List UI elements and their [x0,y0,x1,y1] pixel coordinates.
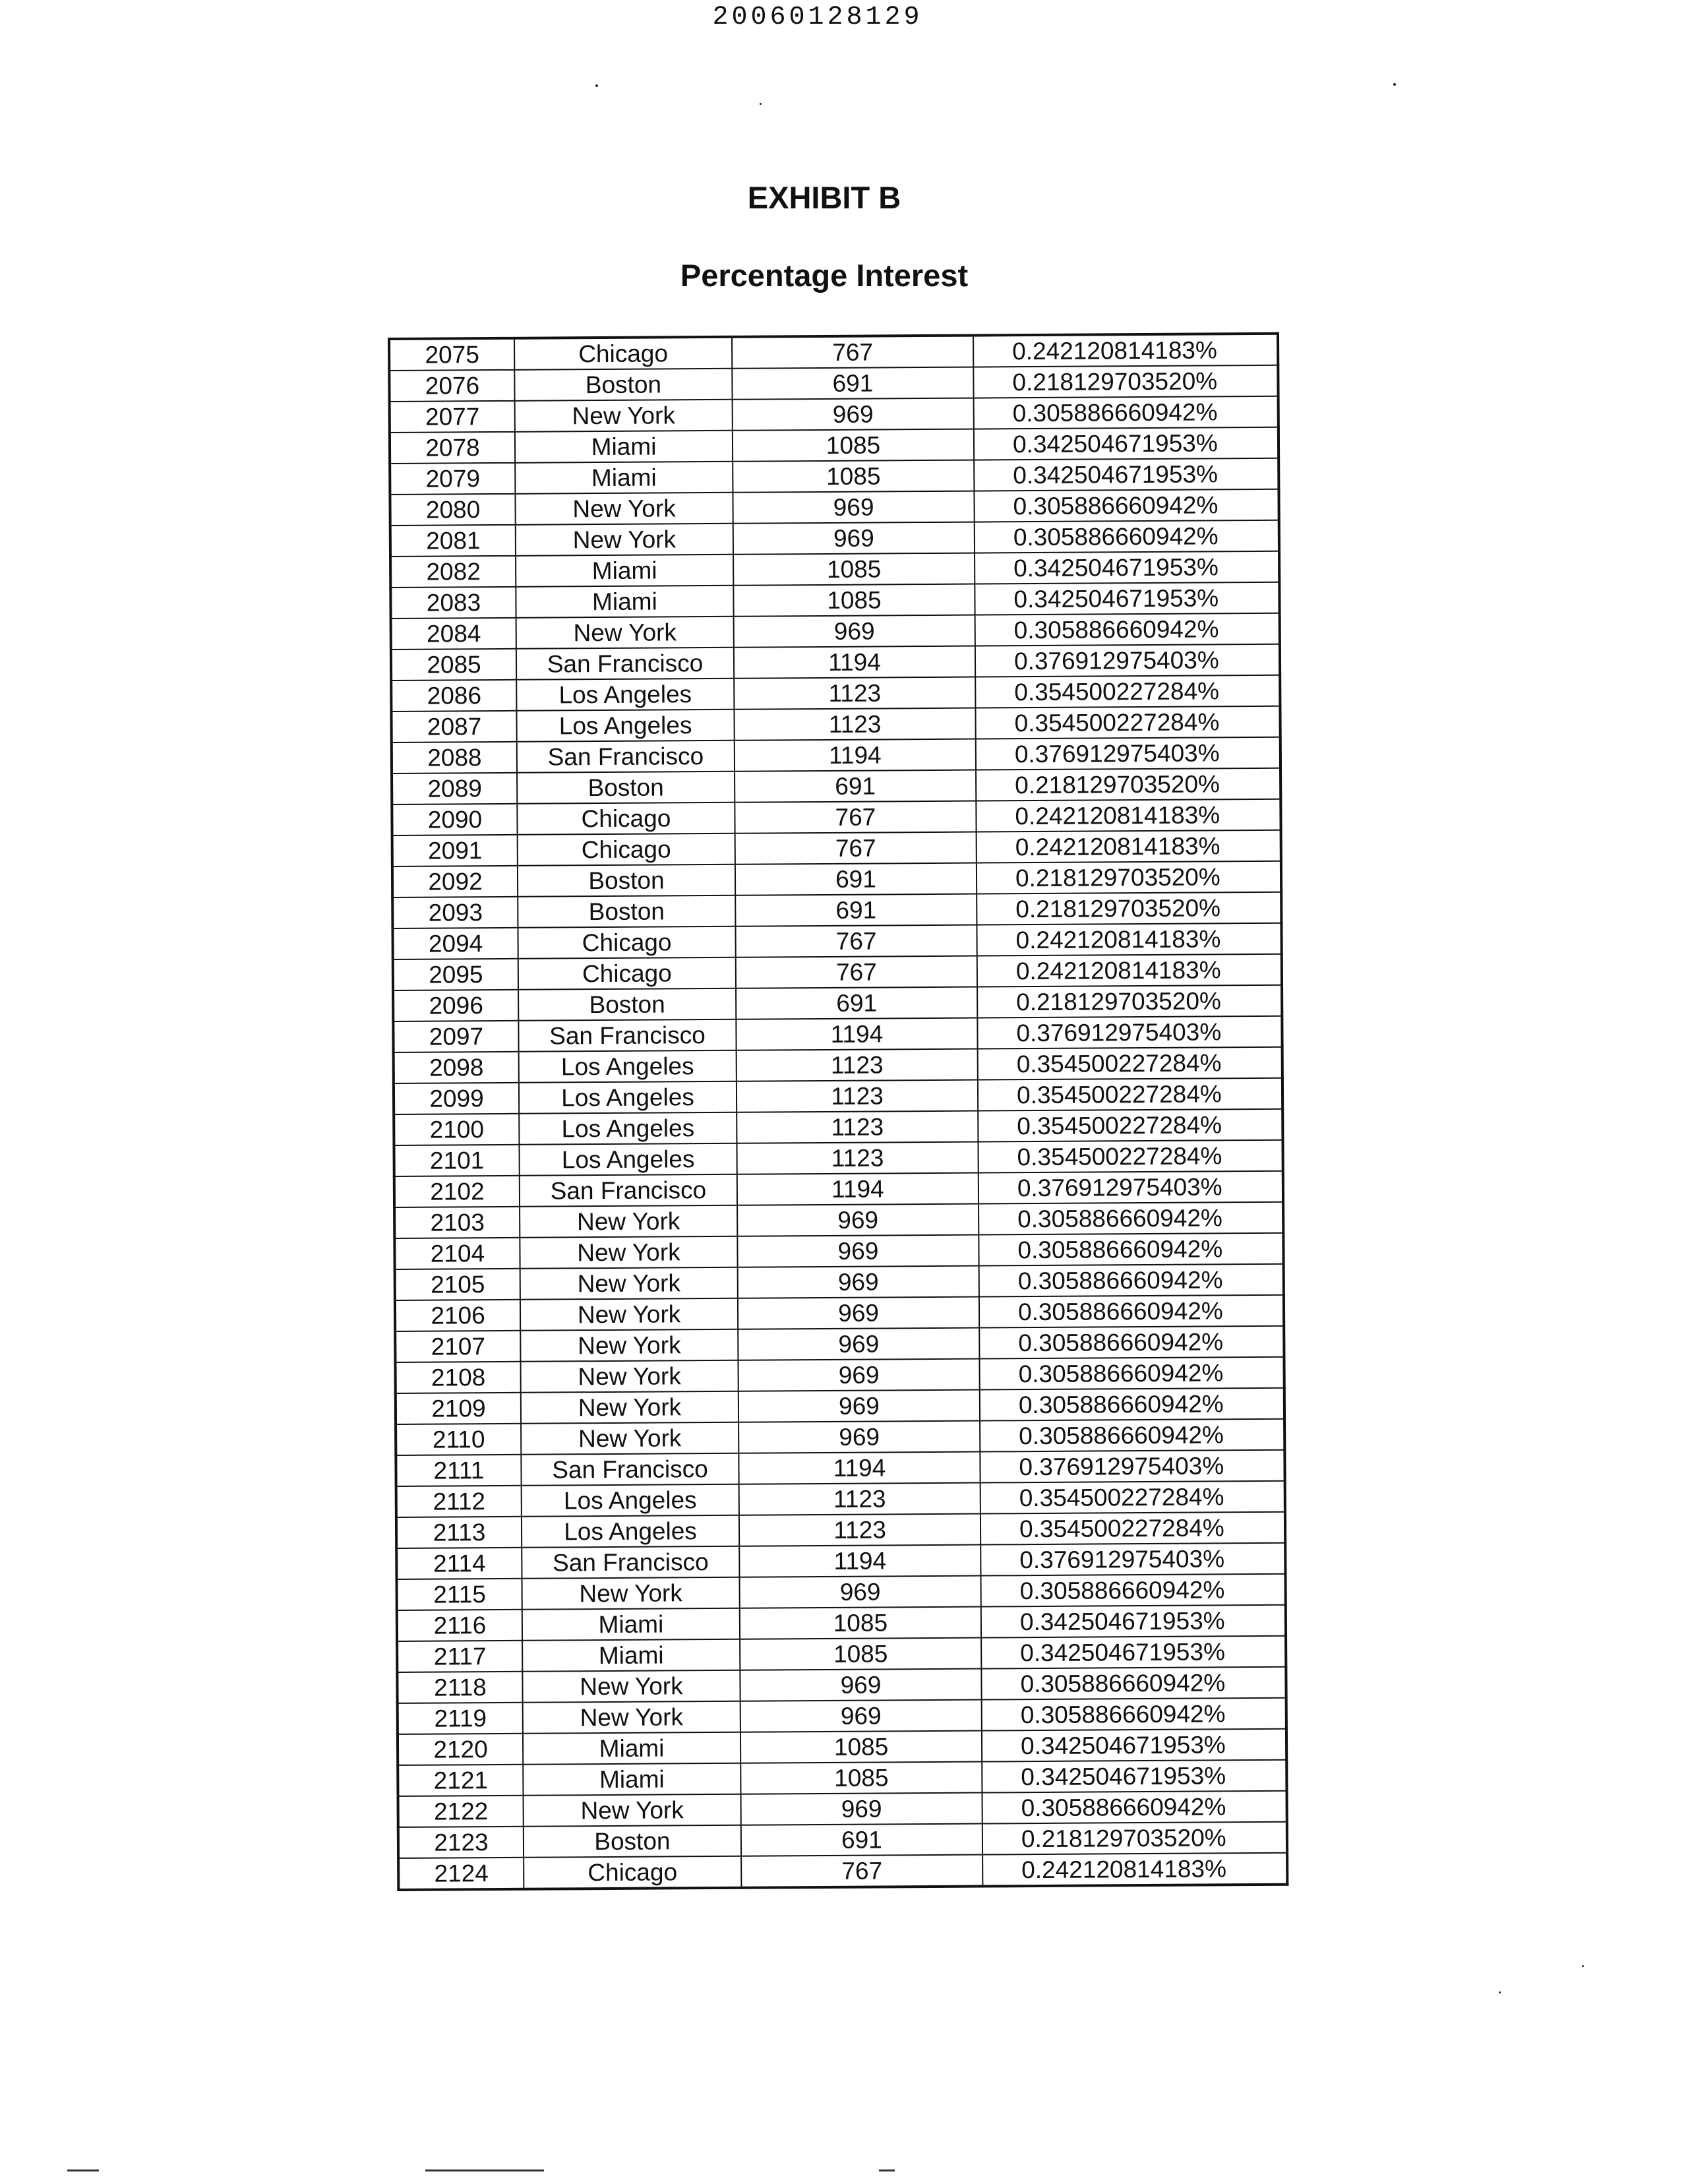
cell-square-feet: 969 [741,1793,982,1825]
cell-square-feet: 969 [738,1390,980,1422]
cell-unit-number: 2124 [398,1858,524,1890]
cell-city: Los Angeles [516,710,734,742]
table-body [389,334,1287,1890]
cell-percentage: 0.376912975403% [980,1450,1284,1483]
cell-city: Los Angeles [516,679,734,711]
cell-unit-number: 2122 [398,1796,524,1827]
cell-city: Chicago [518,834,735,866]
cell-city: New York [524,1794,741,1827]
cell-city: Miami [515,462,733,494]
cell-unit-number: 2083 [390,587,516,619]
cell-percentage: 0.342504671953% [974,458,1279,491]
cell-square-feet: 1123 [734,708,975,741]
cell-city: San Francisco [522,1546,739,1579]
cell-unit-number: 2079 [390,463,515,495]
cell-percentage: 0.218129703520% [977,985,1282,1018]
cell-square-feet: 969 [738,1359,979,1391]
cell-city: New York [520,1298,738,1331]
cell-city: Los Angeles [519,1050,737,1083]
cell-percentage: 0.342504671953% [982,1760,1286,1793]
cell-square-feet: 1194 [737,1173,979,1205]
table-row [392,737,1281,774]
cell-city: New York [515,400,733,432]
cell-percentage: 0.305886660942% [980,1388,1284,1421]
cell-city: New York [515,493,733,525]
table-row [394,1047,1282,1083]
cell-square-feet: 969 [740,1669,981,1701]
cell-unit-number: 2119 [398,1703,523,1734]
scan-speck [595,84,598,87]
cell-city: Miami [522,1608,740,1641]
cell-square-feet: 691 [732,367,973,400]
cell-city: New York [520,1360,738,1393]
cell-city: Miami [516,586,733,618]
table-row [395,1326,1284,1362]
cell-percentage: 0.305886660942% [979,1326,1284,1359]
cell-square-feet: 969 [738,1328,979,1360]
table-row [395,1357,1284,1393]
table-row [390,520,1279,557]
table-row [396,1388,1284,1424]
table-row [390,489,1279,526]
cell-city: Chicago [524,1856,741,1889]
cell-square-feet: 1085 [733,553,975,586]
cell-square-feet: 767 [735,801,976,834]
table-row [397,1667,1286,1703]
cell-percentage: 0.305886660942% [980,1574,1285,1607]
cell-square-feet: 1085 [740,1607,981,1639]
cell-square-feet: 969 [733,522,975,555]
cell-city: New York [520,1236,737,1269]
table-row [394,1202,1283,1238]
table-row [392,830,1281,866]
cell-percentage: 0.354500227284% [978,1047,1282,1080]
cell-square-feet: 969 [737,1235,979,1267]
cell-square-feet: 767 [735,832,977,864]
cell-unit-number: 2105 [395,1269,520,1300]
cell-unit-number: 2096 [393,990,518,1021]
cell-city: New York [520,1329,738,1362]
cell-unit-number: 2076 [389,370,514,402]
cell-city: New York [522,1577,739,1610]
cell-city: Miami [522,1639,740,1672]
cell-percentage: 0.242120814183% [973,334,1278,367]
cell-square-feet: 1123 [739,1483,980,1515]
cell-percentage: 0.242120814183% [977,923,1281,956]
cell-unit-number: 2097 [393,1021,518,1052]
cell-unit-number: 2108 [395,1362,520,1393]
exhibit-title: EXHIBIT B [747,180,901,215]
cell-percentage: 0.354500227284% [975,706,1280,739]
cell-square-feet: 969 [733,491,974,524]
cell-city: Miami [516,555,733,587]
cell-percentage: 0.305886660942% [979,1357,1284,1390]
cell-percentage: 0.342504671953% [975,582,1279,615]
cell-city: New York [516,524,733,556]
table-row [389,334,1278,371]
cell-unit-number: 2102 [394,1176,520,1207]
cell-unit-number: 2120 [398,1734,523,1765]
cell-square-feet: 1085 [740,1731,982,1763]
cell-city: New York [520,1267,738,1300]
cell-city: San Francisco [517,741,735,773]
table-row [396,1481,1285,1517]
cell-percentage: 0.305886660942% [981,1667,1286,1700]
cell-percentage: 0.305886660942% [982,1791,1286,1824]
cell-square-feet: 1085 [740,1762,982,1794]
cell-percentage: 0.242120814183% [977,830,1281,863]
cell-square-feet: 767 [741,1855,982,1888]
cell-square-feet: 767 [732,336,973,369]
cell-unit-number: 2090 [392,804,517,835]
cell-unit-number: 2103 [394,1207,520,1238]
cell-percentage: 0.354500227284% [978,1078,1282,1111]
table-row [392,923,1281,959]
cell-square-feet: 767 [735,925,977,957]
cell-unit-number: 2101 [394,1145,519,1176]
cell-city: Chicago [517,803,735,835]
cell-square-feet: 767 [736,956,977,988]
scan-speck [1582,1965,1584,1967]
scan-speck [1499,1991,1501,1993]
table-subtitle: Percentage Interest [680,258,969,293]
cell-percentage: 0.305886660942% [979,1202,1283,1235]
cell-percentage: 0.354500227284% [975,675,1280,708]
table-row [396,1512,1285,1548]
cell-unit-number: 2114 [396,1548,522,1579]
cell-unit-number: 2085 [391,649,516,681]
cell-percentage: 0.242120814183% [977,954,1282,987]
cell-square-feet: 1123 [739,1514,980,1546]
cell-unit-number: 2106 [395,1300,520,1331]
cell-percentage: 0.354500227284% [978,1109,1282,1142]
cell-unit-number: 2091 [392,835,518,866]
cell-percentage: 0.376912975403% [975,644,1280,677]
cell-percentage: 0.218129703520% [976,768,1281,801]
percentage-interest-table-container [388,332,1286,1891]
cell-unit-number: 2084 [391,618,516,650]
table-row [394,1171,1283,1207]
cell-percentage: 0.376912975403% [976,737,1281,770]
cell-square-feet: 691 [735,863,977,895]
cell-unit-number: 2093 [392,897,518,928]
cell-city: New York [520,1205,737,1238]
percentage-interest-table [388,332,1288,1891]
cell-square-feet: 1085 [733,584,975,617]
cell-percentage: 0.242120814183% [982,1853,1287,1887]
cell-square-feet: 969 [739,1576,980,1608]
cell-unit-number: 2087 [391,711,516,743]
cell-percentage: 0.305886660942% [975,613,1280,646]
cell-square-feet: 691 [735,770,976,803]
table-row [393,1016,1282,1052]
cell-unit-number: 2118 [397,1672,522,1703]
cell-unit-number: 2113 [396,1517,522,1548]
table-row [396,1450,1284,1486]
cell-square-feet: 969 [738,1421,980,1453]
cell-percentage: 0.218129703520% [977,861,1281,894]
cell-city: Los Angeles [522,1484,739,1517]
table-row [398,1822,1287,1858]
table-row [391,706,1280,743]
cell-city: Los Angeles [519,1143,737,1176]
cell-percentage: 0.305886660942% [979,1264,1284,1297]
cell-city: San Francisco [516,648,734,680]
cell-percentage: 0.342504671953% [982,1729,1286,1762]
cell-unit-number: 2080 [390,494,515,526]
table-row [392,861,1281,897]
cell-city: Boston [518,864,735,897]
table-row [391,675,1280,712]
cell-percentage: 0.305886660942% [979,1233,1283,1266]
table-row [398,1729,1286,1765]
cell-unit-number: 2099 [394,1083,519,1114]
cell-unit-number: 2104 [394,1238,520,1269]
cell-unit-number: 2088 [392,742,517,774]
cell-unit-number: 2078 [390,432,515,464]
cell-unit-number: 2110 [396,1424,521,1455]
cell-city: Boston [524,1825,741,1858]
cell-percentage: 0.305886660942% [979,1295,1284,1328]
cell-city: San Francisco [520,1174,737,1207]
cell-square-feet: 969 [738,1266,979,1298]
cell-square-feet: 1194 [736,1018,977,1050]
cell-square-feet: 969 [740,1700,982,1732]
scan-artifact-line [425,2169,544,2171]
table-row [397,1574,1286,1610]
cell-unit-number: 2095 [393,959,518,990]
cell-percentage: 0.218129703520% [982,1822,1287,1855]
cell-city: New York [522,1670,740,1703]
cell-square-feet: 691 [736,987,977,1019]
table-row [395,1264,1284,1300]
cell-unit-number: 2094 [392,928,518,959]
cell-unit-number: 2116 [397,1610,522,1641]
cell-unit-number: 2115 [397,1579,522,1610]
table-row [394,1078,1282,1114]
cell-unit-number: 2112 [396,1486,522,1517]
cell-square-feet: 1085 [733,429,974,462]
table-row [394,1109,1282,1145]
table-row [392,892,1281,928]
cell-unit-number: 2077 [390,401,515,433]
table-row [393,954,1282,990]
cell-city: Boston [518,988,736,1021]
cell-percentage: 0.218129703520% [977,892,1281,925]
cell-square-feet: 969 [738,1297,979,1329]
scan-speck [760,103,762,105]
cell-unit-number: 2075 [389,338,514,371]
cell-city: New York [523,1701,740,1734]
cell-square-feet: 1194 [734,646,975,679]
table-row [398,1698,1286,1734]
table-row [392,799,1281,835]
table-row [390,427,1279,464]
table-row [389,365,1278,402]
cell-percentage: 0.342504671953% [975,551,1279,584]
cell-square-feet: 1194 [738,1452,980,1484]
document-number: 20060128129 [712,3,923,32]
cell-city: Boston [514,369,732,401]
cell-percentage: 0.242120814183% [976,799,1281,832]
cell-percentage: 0.305886660942% [980,1419,1284,1452]
table-row [397,1636,1286,1672]
cell-city: New York [521,1422,738,1455]
cell-percentage: 0.342504671953% [981,1605,1286,1638]
cell-city: Chicago [518,957,736,990]
cell-city: Chicago [514,337,732,370]
cell-city: Los Angeles [522,1515,739,1548]
cell-square-feet: 1085 [733,460,974,493]
cell-square-feet: 691 [735,894,977,926]
cell-percentage: 0.305886660942% [982,1698,1286,1731]
cell-square-feet: 969 [734,615,975,648]
table-row [394,1233,1283,1269]
table-row [397,1605,1286,1641]
table-row [391,644,1280,681]
cell-unit-number: 2089 [392,773,517,804]
cell-city: Miami [523,1763,740,1796]
cell-square-feet: 969 [737,1204,979,1236]
cell-percentage: 0.354500227284% [980,1512,1285,1545]
cell-square-feet: 1123 [734,677,975,710]
cell-square-feet: 1123 [737,1111,978,1143]
cell-square-feet: 1194 [739,1545,980,1577]
table-row [390,551,1279,588]
cell-square-feet: 969 [733,398,974,431]
scan-artifact-line [67,2169,99,2171]
table-row [395,1295,1284,1331]
table-row [390,458,1279,495]
cell-city: Boston [517,772,735,804]
cell-city: San Francisco [518,1019,736,1052]
scan-artifact-line [879,2169,895,2171]
cell-square-feet: 1123 [737,1080,978,1112]
cell-percentage: 0.305886660942% [975,520,1279,553]
table-row [391,613,1280,650]
cell-square-feet: 1194 [735,739,976,772]
cell-percentage: 0.305886660942% [974,489,1279,522]
table-row [396,1419,1284,1455]
cell-unit-number: 2123 [398,1827,524,1858]
cell-unit-number: 2100 [394,1114,519,1145]
cell-city: Boston [518,895,735,928]
cell-percentage: 0.305886660942% [974,396,1279,429]
table-row [398,1760,1286,1796]
cell-unit-number: 2098 [394,1052,519,1083]
cell-square-feet: 1123 [737,1049,978,1081]
cell-unit-number: 2121 [398,1765,523,1796]
cell-percentage: 0.354500227284% [980,1481,1285,1514]
cell-city: New York [521,1391,738,1424]
scan-speck [1393,83,1396,86]
cell-unit-number: 2092 [392,866,518,897]
cell-percentage: 0.342504671953% [974,427,1279,460]
cell-unit-number: 2082 [390,556,516,588]
table-row [398,1791,1287,1827]
table-row [390,582,1279,619]
cell-percentage: 0.218129703520% [973,365,1278,398]
cell-city: Miami [523,1732,740,1765]
cell-unit-number: 2117 [397,1641,522,1672]
cell-percentage: 0.376912975403% [977,1016,1282,1049]
cell-unit-number: 2109 [396,1393,521,1424]
cell-city: New York [516,617,734,649]
cell-city: San Francisco [521,1453,738,1486]
cell-unit-number: 2086 [391,680,516,712]
cell-percentage: 0.342504671953% [981,1636,1286,1669]
table-row [398,1853,1287,1890]
cell-square-feet: 1085 [740,1638,981,1670]
cell-percentage: 0.376912975403% [979,1171,1283,1204]
cell-percentage: 0.376912975403% [980,1543,1285,1576]
cell-unit-number: 2111 [396,1455,521,1486]
cell-square-feet: 691 [741,1824,982,1856]
cell-unit-number: 2107 [395,1331,520,1362]
table-row [393,985,1282,1021]
table-row [392,768,1281,804]
cell-city: Los Angeles [519,1081,737,1114]
cell-percentage: 0.354500227284% [978,1140,1282,1173]
table-row [396,1543,1285,1579]
cell-city: Miami [515,431,733,463]
table-row [394,1140,1282,1176]
cell-city: Los Angeles [519,1112,737,1145]
table-row [390,396,1279,433]
cell-unit-number: 2081 [390,525,516,557]
cell-square-feet: 1123 [737,1142,978,1174]
cell-city: Chicago [518,926,735,959]
